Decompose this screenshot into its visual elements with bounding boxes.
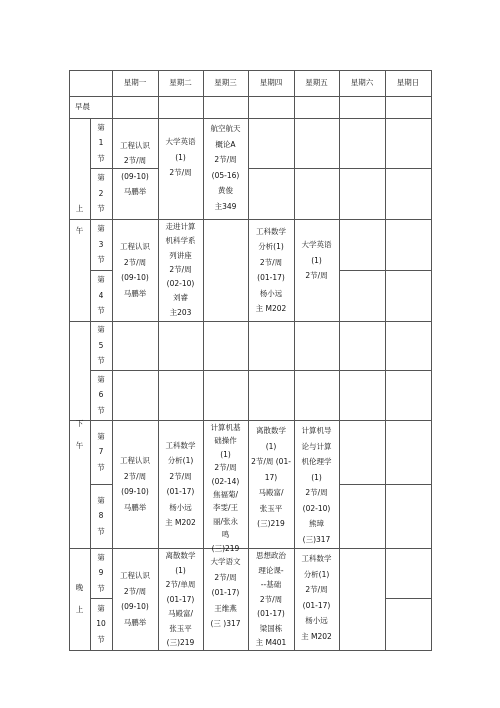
day-label: 星期五 — [305, 78, 328, 88]
section-char: 晚 — [75, 583, 84, 592]
course-line: 杨小远 — [169, 502, 192, 512]
rule — [431, 70, 432, 651]
period-label-3 — [90, 219, 112, 270]
period-char: 第 — [97, 431, 105, 441]
course-line: 杨小远 — [259, 288, 283, 298]
period-char: 节 — [97, 204, 105, 214]
course-cell-wed-1-2 — [203, 118, 248, 219]
course-line: 焦福菊/ — [212, 490, 239, 500]
course-line: 主 M202 — [301, 631, 332, 641]
course-line: 走进计算 — [165, 222, 196, 231]
course-line: 工科数学 — [256, 226, 286, 236]
header-day-sun — [385, 70, 431, 96]
period-label-5 — [90, 321, 112, 370]
header-day-thu — [248, 70, 294, 96]
course-line: (09-10) — [121, 602, 149, 611]
period-char: 8 — [98, 511, 104, 521]
course-cell-mon-3-4 — [112, 219, 158, 321]
course-line: 2节/周 — [259, 594, 283, 604]
course-line: (1) — [265, 441, 277, 451]
course-cell-tue-9-10 — [158, 548, 203, 650]
period-label-10 — [90, 598, 112, 650]
course-line: (三)219 — [211, 543, 240, 553]
period-char: 7 — [98, 447, 104, 457]
rule — [385, 70, 386, 651]
course-line: (01-17) — [166, 487, 195, 496]
period-char: 第 — [97, 275, 105, 285]
course-line: 2节/周 — [123, 156, 147, 165]
course-line: (05-16) — [211, 170, 240, 180]
day-label: 星期六 — [350, 78, 374, 88]
header-day-fri — [294, 70, 339, 96]
course-line: (1) — [220, 449, 231, 459]
period-label-8 — [90, 484, 112, 548]
course-line: 2节/周 — [169, 471, 192, 481]
section-label-afternoon — [69, 321, 90, 548]
period-char: 3 — [98, 239, 104, 249]
period-char: 节 — [97, 526, 105, 536]
course-line: 大学英语 — [165, 137, 196, 146]
course-line: 大学语文 — [210, 557, 241, 566]
course-line: 2节/周 — [305, 488, 328, 497]
period-char: 第 — [97, 495, 105, 505]
course-line: (三 )317 — [210, 619, 241, 628]
course-line: (三)317 — [302, 534, 331, 544]
course-line: 2节/周 — [214, 463, 237, 473]
early-morning-label: 早晨 — [75, 102, 90, 112]
rule — [69, 96, 431, 97]
course-line: 马鹏举 — [123, 187, 147, 196]
period-char: 节 — [97, 634, 105, 644]
course-line: 王维燕 — [214, 603, 237, 613]
day-label: 星期二 — [169, 78, 192, 88]
course-line: (09-10) — [121, 487, 149, 496]
course-line: (01-17) — [211, 588, 240, 597]
course-line: 航空航天 — [210, 124, 241, 133]
course-line: 论与计算 — [301, 441, 332, 451]
period-char: 2 — [98, 188, 104, 198]
course-line: 理论课- — [258, 565, 284, 575]
period-char: 第 — [97, 224, 105, 234]
course-line: (02-10) — [302, 503, 331, 513]
course-line: (1) — [175, 565, 186, 575]
course-cell-thu-7-8 — [248, 420, 294, 548]
period-char: 节 — [97, 255, 105, 265]
period-char: 节 — [97, 583, 105, 593]
course-line: 工科数学 — [301, 554, 332, 563]
course-line: 2节/周 — [169, 264, 192, 274]
course-line: (1) — [311, 255, 322, 265]
period-char: 第 — [97, 122, 105, 132]
course-line: 2节/周 — [214, 572, 237, 582]
period-char: 6 — [98, 390, 104, 400]
course-line: 2节/周 — [123, 586, 147, 596]
course-line: (09-10) — [121, 171, 149, 181]
course-cell-mon-1-2 — [112, 118, 158, 219]
course-line: 杨小远 — [305, 616, 328, 625]
course-line: 主 M202 — [165, 518, 196, 527]
period-char: 4 — [98, 290, 104, 300]
section-char: 午 — [75, 440, 84, 450]
course-line: 2节/周 — [169, 168, 192, 177]
section-char: 下 — [75, 418, 84, 428]
course-line: 离散数学 — [256, 426, 286, 435]
day-label: 星期四 — [259, 78, 283, 88]
rule — [385, 598, 431, 599]
course-line: 梁国栋 — [259, 623, 283, 633]
course-line: 李雯/王 — [212, 503, 239, 513]
course-line: 2节/周 — [259, 257, 283, 267]
period-char: 10 — [96, 619, 106, 629]
course-line: 张玉平 — [259, 503, 283, 513]
course-line: 机伦理学 — [301, 457, 332, 466]
course-line: 马鹏举 — [123, 617, 147, 627]
header-day-mon — [112, 70, 158, 96]
course-line: 计算机导 — [301, 426, 332, 435]
course-line: 工科数学 — [165, 440, 196, 450]
course-line: (02-14) — [211, 476, 240, 486]
section-char: 上 — [75, 203, 84, 213]
course-line: 2节/周 — [305, 585, 328, 594]
course-line: (01-17) — [257, 609, 285, 618]
section-char: 上 — [75, 605, 84, 614]
period-label-9 — [90, 548, 112, 598]
course-cell-wed-9-10 — [203, 548, 248, 650]
header-day-sat — [339, 70, 385, 96]
course-line: 熊璋 — [309, 519, 324, 528]
course-line: --基础 — [260, 580, 282, 589]
course-cell-mon-9-10 — [112, 548, 158, 650]
course-line: 机科学系 — [165, 236, 196, 246]
period-label-6 — [90, 370, 112, 420]
course-line: 分析(1) — [258, 242, 284, 251]
period-label-4 — [90, 270, 112, 321]
course-line: 概论A — [215, 139, 236, 149]
course-cell-mon-7-8 — [112, 420, 158, 548]
period-char: 节 — [97, 462, 105, 472]
period-label-2 — [90, 168, 112, 219]
course-line: (01-17) — [166, 594, 195, 604]
course-cell-fri-7-8 — [294, 420, 339, 548]
course-line: 2节/单周 — [165, 580, 196, 589]
course-line: 丽/张永 — [212, 516, 239, 526]
course-line: 马鹏举 — [123, 502, 147, 512]
course-line: (三)219 — [166, 638, 195, 647]
day-label: 星期日 — [396, 78, 420, 88]
period-char: 第 — [97, 374, 105, 384]
course-line: 张玉平 — [169, 623, 192, 633]
course-line: 2节/周 — [123, 471, 147, 481]
rule — [90, 370, 431, 371]
course-line: (01-17) — [302, 600, 331, 610]
period-char: 节 — [97, 153, 105, 163]
course-cell-wed-7-8 — [203, 420, 248, 553]
period-char: 第 — [97, 603, 105, 613]
period-char: 第 — [97, 552, 105, 562]
course-cell-thu-3-4 — [248, 219, 294, 321]
day-label: 星期一 — [123, 78, 147, 88]
course-line: 2节/周 — [214, 155, 237, 164]
course-line: 2节/周 — [305, 271, 328, 280]
period-label-1 — [90, 118, 112, 168]
course-line: 计算机基 — [210, 423, 241, 432]
course-line: 黄俊 — [218, 186, 233, 195]
course-line: 大学英语 — [301, 240, 332, 249]
period-char: 节 — [97, 356, 105, 366]
rule — [69, 650, 431, 651]
course-line: 马殿富/ — [258, 488, 284, 497]
section-char: 午 — [75, 225, 84, 235]
header-day-wed — [203, 70, 248, 96]
period-char: 节 — [97, 405, 105, 415]
course-line: 鸣 — [221, 530, 230, 540]
course-line: 2节/周 — [123, 257, 147, 267]
period-char: 1 — [98, 138, 104, 148]
course-line: 工程认识 — [120, 140, 150, 150]
period-label-7 — [90, 420, 112, 484]
course-cell-fri-3-4 — [294, 219, 339, 321]
course-line: (01-17) — [257, 273, 285, 282]
course-line: 主203 — [169, 307, 192, 317]
period-char: 9 — [98, 568, 104, 578]
course-line: 刘睿 — [173, 293, 188, 303]
course-line: 2节/周 (01- — [251, 457, 291, 466]
course-line: 马殿富/ — [167, 609, 194, 618]
course-line: 主 M202 — [255, 304, 287, 313]
course-line: 础操作 — [214, 436, 237, 446]
course-line: (02-10) — [166, 279, 195, 289]
period-char: 第 — [97, 325, 105, 335]
course-line: 分析(1) — [167, 456, 194, 465]
course-cell-tue-7-8 — [158, 420, 203, 548]
period-char: 5 — [98, 340, 104, 350]
course-cell-tue-3-4 — [158, 219, 203, 321]
course-line: 工程认识 — [120, 456, 150, 465]
course-line: (1) — [175, 152, 186, 162]
course-cell-fri-9-10 — [294, 548, 339, 650]
row-label-early-morning — [69, 96, 112, 118]
day-label: 星期三 — [214, 78, 237, 88]
course-line: 分析(1) — [303, 569, 330, 579]
period-char: 第 — [97, 173, 105, 183]
course-line: (三)219 — [257, 519, 285, 528]
section-label-morning — [69, 118, 90, 321]
course-line: 17) — [264, 472, 278, 482]
course-line: 工程认识 — [120, 242, 150, 251]
section-label-evening — [69, 548, 90, 650]
rule — [69, 321, 431, 322]
course-line: (09-10) — [121, 273, 149, 282]
header-day-tue — [158, 70, 203, 96]
course-line: 主349 — [214, 201, 237, 211]
course-line: 马鹏举 — [123, 288, 147, 298]
course-line: 思想政治 — [256, 551, 286, 560]
course-line: 工程认识 — [120, 571, 150, 580]
course-cell-tue-1-2 — [158, 118, 203, 219]
course-line: (1) — [311, 472, 322, 482]
period-char: 节 — [97, 306, 105, 316]
course-line: 列讲座 — [169, 250, 192, 260]
course-line: 主 M401 — [255, 638, 287, 647]
course-cell-thu-9-10 — [248, 548, 294, 650]
course-line: 离散数学 — [165, 551, 196, 560]
rule — [339, 70, 340, 651]
